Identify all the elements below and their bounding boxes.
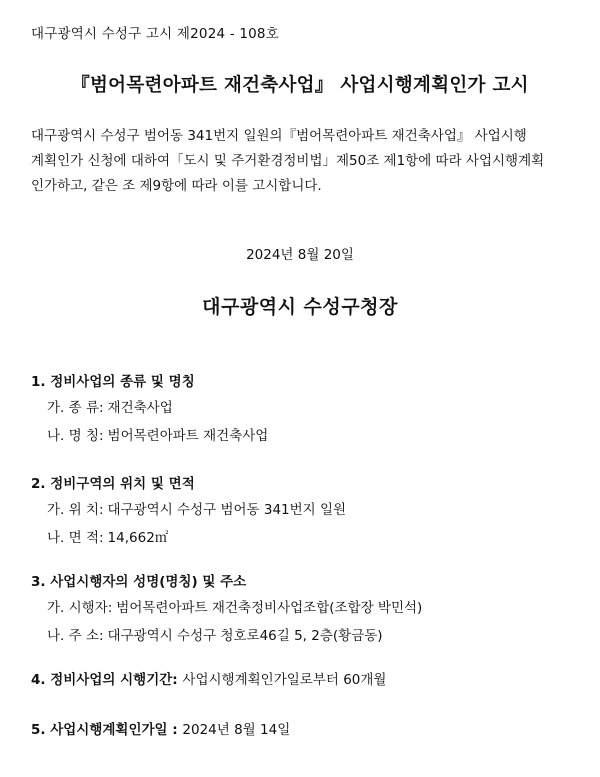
section-operator xyxy=(31,570,576,650)
item-value: 재건축사업 xyxy=(107,400,173,416)
issuer-name: 대구광역시 수성구청장 xyxy=(202,296,398,318)
item-value: 대구광역시 수성구 범어동 341번지 일원 xyxy=(107,502,347,518)
notice-date: 2024년 8월 20일 xyxy=(246,247,354,263)
list-item xyxy=(31,394,576,422)
section-period xyxy=(31,668,576,692)
item-label: 나. 명 칭: xyxy=(47,428,104,444)
notice-body xyxy=(31,124,576,199)
list-item xyxy=(31,622,576,650)
body-line: 계획인가 신청에 대하여「도시 및 주거환경정비법」제50조 제1항에 따라 사업시행계획 xyxy=(31,153,545,169)
item-label: 나. 주 소: xyxy=(47,628,104,644)
item-label: 가. 종 류: xyxy=(47,400,104,416)
item-value: 범어목련아파트 재건축정비사업조합(조합장 박민석) xyxy=(116,600,423,616)
list-item xyxy=(31,524,576,552)
section-heading: 3. 사업시행자의 성명(명칭) 및 주소 xyxy=(31,574,247,590)
section-project-type xyxy=(31,370,576,450)
item-value: 14,662㎡ xyxy=(107,530,169,546)
item-value: 대구광역시 수성구 청호로46길 5, 2층(황금동) xyxy=(107,628,383,644)
section-heading: 4. 정비사업의 시행기간: xyxy=(31,672,178,688)
notice-title: 『범어목련아파트 재건축사업』 사업시행계획인가 고시 xyxy=(71,75,529,96)
body-line: 인가하고, 같은 조 제9항에 따라 이를 고시합니다. xyxy=(31,178,322,194)
section-heading: 1. 정비사업의 종류 및 명칭 xyxy=(31,374,195,390)
list-item xyxy=(31,496,576,524)
section-approval-date xyxy=(31,718,576,742)
list-item xyxy=(31,422,576,450)
section-heading: 5. 사업시행계획인가일 : xyxy=(31,722,178,738)
item-label: 가. 시행자: xyxy=(47,600,113,616)
list-item xyxy=(31,594,576,622)
section-heading-inline xyxy=(31,718,576,742)
section-value: 2024년 8월 14일 xyxy=(182,722,291,738)
notice-number: 대구광역시 수성구 고시 제2024 - 108호 xyxy=(31,26,279,42)
section-value: 사업시행계획인가일로부터 60개월 xyxy=(182,672,387,688)
item-label: 가. 위 치: xyxy=(47,502,104,518)
item-label: 나. 면 적: xyxy=(47,530,104,546)
body-line: 대구광역시 수성구 범어동 341번지 일원의『범어목련아파트 재건축사업』 사업시행 xyxy=(31,128,527,144)
section-location-area xyxy=(31,472,576,552)
item-value: 범어목련아파트 재건축사업 xyxy=(107,428,269,444)
section-heading-inline xyxy=(31,668,576,692)
section-heading: 2. 정비구역의 위치 및 면적 xyxy=(31,476,195,492)
